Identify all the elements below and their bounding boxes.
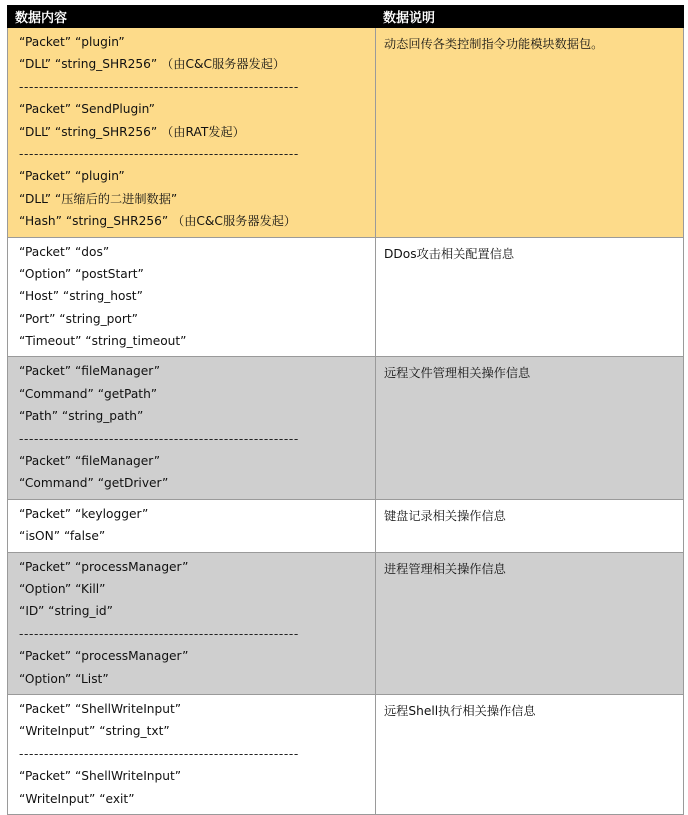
data-description-text: 键盘记录相关操作信息 xyxy=(384,508,506,523)
separator-line: -------------------------------------------------------- xyxy=(19,626,299,641)
data-description-cell xyxy=(376,552,684,694)
data-description-text: 进程管理相关操作信息 xyxy=(384,561,506,576)
header-data-description: 数据说明 xyxy=(376,6,684,28)
data-content-line: “Packet” “dos” xyxy=(19,244,110,259)
data-content-line: “Packet” “fileManager” xyxy=(19,364,161,379)
data-content-line: “Packet” “ShellWriteInput” xyxy=(19,769,182,784)
data-content-line: “DLL” “压缩后的二进制数据” xyxy=(19,191,178,206)
table-body xyxy=(8,28,684,815)
data-content-cell xyxy=(8,237,376,357)
data-content-line: “Command” “getDriver” xyxy=(19,476,169,491)
table-row xyxy=(8,28,684,238)
data-content-line: “Path” “string_path” xyxy=(19,409,144,424)
data-content-line: “Port” “string_port” xyxy=(19,311,138,326)
table-row xyxy=(8,357,684,499)
data-content-line: “Option” “Kill” xyxy=(19,581,106,596)
data-content-line: “Command” “getPath” xyxy=(19,386,158,401)
data-content-line: “Packet” “SendPlugin” xyxy=(19,102,155,117)
data-content-line: “Packet” “plugin” xyxy=(19,169,125,184)
data-content-line: “Host” “string_host” xyxy=(19,289,143,304)
data-content-line: “WriteInput” “string_txt” xyxy=(19,724,170,739)
data-content-cell xyxy=(8,499,376,552)
data-description-cell xyxy=(376,499,684,552)
data-description-text: 动态回传各类控制指令功能模块数据包。 xyxy=(384,37,604,51)
separator-line: -------------------------------------------------------- xyxy=(19,146,299,161)
data-description-text: 远程Shell执行相关操作信息 xyxy=(384,703,536,718)
data-content-line: “isON” “false” xyxy=(19,529,106,544)
data-content-line: “Packet” “processManager” xyxy=(19,559,189,574)
data-content-line: “DLL” “string_SHR256” （由C&C服务器发起） xyxy=(19,57,286,72)
table-row xyxy=(8,237,684,357)
separator-line: -------------------------------------------------------- xyxy=(19,431,299,446)
data-content-cell xyxy=(8,694,376,814)
data-content-cell xyxy=(8,357,376,499)
data-content-line: “Packet” “plugin” xyxy=(19,35,125,49)
data-description-cell xyxy=(376,694,684,814)
data-description-cell xyxy=(376,357,684,499)
data-content-line: “Packet” “ShellWriteInput” xyxy=(19,701,182,716)
data-content-line: “Timeout” “string_timeout” xyxy=(19,334,187,349)
data-content-line: “Packet” “processManager” xyxy=(19,649,189,664)
data-content-line: “Option” “postStart” xyxy=(19,266,144,281)
header-data-content: 数据内容 xyxy=(8,6,376,28)
table-row xyxy=(8,552,684,694)
data-content-line: “WriteInput” “exit” xyxy=(19,791,135,806)
data-description-cell xyxy=(376,237,684,357)
data-content-line: “Hash” “string_SHR256” （由C&C服务器发起） xyxy=(19,214,297,229)
data-content-line: “Packet” “keylogger” xyxy=(19,506,149,521)
data-content-cell xyxy=(8,28,376,238)
table-header-row xyxy=(8,6,684,28)
data-description-cell xyxy=(376,28,684,238)
data-content-line: “ID” “string_id” xyxy=(19,604,113,619)
data-content-line: “Option” “List” xyxy=(19,671,109,686)
data-description-text: 远程文件管理相关操作信息 xyxy=(384,366,531,381)
table-row xyxy=(8,499,684,552)
data-description-text: DDos攻击相关配置信息 xyxy=(384,246,515,261)
separator-line: -------------------------------------------------------- xyxy=(19,746,299,761)
data-table xyxy=(7,5,684,815)
data-content-line: “DLL” “string_SHR256” （由RAT发起） xyxy=(19,124,245,139)
data-content-cell xyxy=(8,552,376,694)
separator-line: -------------------------------------------------------- xyxy=(19,79,299,94)
table-row xyxy=(8,694,684,814)
data-content-line: “Packet” “fileManager” xyxy=(19,454,161,469)
